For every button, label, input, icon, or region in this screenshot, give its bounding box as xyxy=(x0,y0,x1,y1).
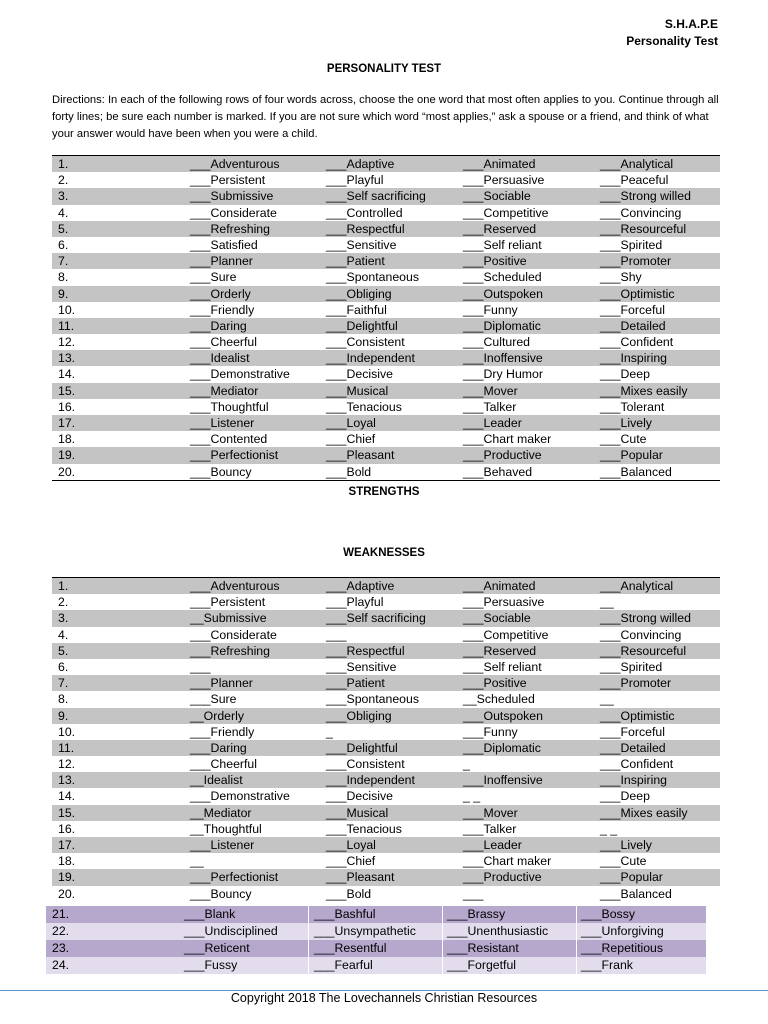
word-option[interactable]: ___Consistent xyxy=(326,757,405,772)
row-number: 24. xyxy=(52,958,70,972)
table-row xyxy=(52,334,720,350)
column-divider xyxy=(308,940,309,957)
row-number: 11. xyxy=(58,740,75,755)
word-option[interactable]: ___Planner xyxy=(190,254,253,269)
word-option[interactable]: ___Sure xyxy=(190,270,237,285)
word-option[interactable]: ___Sociable xyxy=(463,189,531,204)
word-option[interactable]: ___Spirited xyxy=(600,237,663,252)
table-row xyxy=(52,350,720,366)
word-option[interactable]: ___Playful xyxy=(326,595,384,610)
table-row xyxy=(52,643,720,659)
row-number: 17. xyxy=(58,416,76,430)
word-option[interactable]: ___Friendly xyxy=(190,302,255,317)
word-option[interactable]: ___Detailed xyxy=(600,740,666,755)
table-row xyxy=(52,724,720,740)
word-option[interactable]: ___Self sacrificing xyxy=(326,189,426,204)
table-row xyxy=(52,659,720,675)
word-option[interactable]: __Idealist xyxy=(190,773,243,788)
word-option[interactable]: ___Forceful xyxy=(600,302,665,317)
header-line-2: Personality Test xyxy=(626,34,718,48)
word-option[interactable]: ___Tenacious xyxy=(326,821,402,836)
row-number: 14. xyxy=(58,367,76,382)
column-divider xyxy=(576,906,577,923)
word-option[interactable]: ___Resistant xyxy=(447,941,519,955)
table-row xyxy=(52,253,720,269)
word-option[interactable]: ___Mixes easily xyxy=(600,805,688,820)
word-option[interactable]: ___Perfectionist xyxy=(190,448,279,463)
word-option[interactable]: ___Inspiring xyxy=(600,773,667,788)
word-option[interactable]: ___Balanced xyxy=(600,886,672,901)
row-number: 9. xyxy=(58,286,69,301)
word-option[interactable]: ___Blank xyxy=(184,907,236,921)
word-option[interactable]: ___Shy xyxy=(600,270,642,285)
word-option[interactable]: ___Self reliant xyxy=(463,659,542,674)
row-number: 15. xyxy=(58,383,76,398)
word-option[interactable]: ___Diplomatic xyxy=(463,318,541,333)
row-number: 7. xyxy=(58,676,69,691)
word-option[interactable]: ___Obliging xyxy=(326,286,392,301)
word-option[interactable]: ___Respectful xyxy=(326,221,405,236)
table-row xyxy=(52,269,720,285)
word-option[interactable]: ___Considerate xyxy=(190,627,277,642)
table-row xyxy=(46,906,706,923)
row-number: 10. xyxy=(58,302,76,317)
word-option[interactable]: ___Planner xyxy=(190,676,253,691)
table-row xyxy=(52,578,720,594)
column-divider xyxy=(576,923,577,940)
word-option[interactable]: ___Dry Humor xyxy=(463,367,543,382)
row-number: 19. xyxy=(58,870,76,885)
word-option[interactable]: ___Decisive xyxy=(326,789,393,804)
word-option[interactable]: ___Fussy xyxy=(184,958,238,972)
row-number: 3. xyxy=(58,611,69,626)
row-number: 12. xyxy=(58,757,76,772)
word-option[interactable]: ___Playful xyxy=(326,173,384,188)
word-option[interactable]: ___Sociable xyxy=(463,611,531,626)
word-option[interactable]: ___Outspoken xyxy=(463,708,543,723)
word-option[interactable]: ___Submissive xyxy=(190,189,274,204)
row-number: 7. xyxy=(58,254,69,269)
word-option[interactable]: ___Friendly xyxy=(190,724,255,739)
word-option[interactable]: ___Chart maker xyxy=(463,854,552,869)
word-option[interactable]: ___Behaved xyxy=(463,464,533,479)
word-option[interactable]: __ xyxy=(190,854,204,869)
word-option[interactable]: ___ xyxy=(463,886,484,901)
word-option[interactable]: ___Self reliant xyxy=(463,237,542,252)
row-number: 5. xyxy=(58,221,69,236)
word-option[interactable]: ___Bold xyxy=(326,886,372,901)
word-option[interactable]: ___Independent xyxy=(326,351,415,366)
word-option[interactable]: ___Undisciplined xyxy=(184,924,278,938)
word-option[interactable]: ___Popular xyxy=(600,870,663,885)
word-option[interactable]: ___Convincing xyxy=(600,627,682,642)
word-option[interactable]: ___Persuasive xyxy=(463,173,545,188)
word-option[interactable]: ___Inspiring xyxy=(600,351,667,366)
table-row xyxy=(52,156,720,172)
word-option[interactable]: __ xyxy=(600,692,614,707)
word-option[interactable]: ___Promoter xyxy=(600,254,672,269)
row-number: 11. xyxy=(58,318,75,333)
table-row xyxy=(52,740,720,756)
table-row xyxy=(52,172,720,188)
word-option[interactable]: ___Mixes easily xyxy=(600,383,688,398)
row-number: 14. xyxy=(58,789,76,804)
word-option[interactable]: ___Diplomatic xyxy=(463,740,541,755)
table-row xyxy=(52,708,720,724)
column-divider xyxy=(442,940,443,957)
word-option[interactable]: ___Forceful xyxy=(600,724,665,739)
column-divider xyxy=(576,957,577,974)
word-option[interactable]: ___Chart maker xyxy=(463,432,552,447)
column-divider xyxy=(308,906,309,923)
row-number: 3. xyxy=(58,189,69,204)
row-number: 1. xyxy=(58,579,69,593)
word-option[interactable]: ___Consistent xyxy=(326,335,405,350)
row-number: 16. xyxy=(58,821,76,836)
word-option[interactable]: ___Cheerful xyxy=(190,335,257,350)
word-option[interactable]: ___ xyxy=(326,627,347,642)
word-option[interactable]: ___Deep xyxy=(600,367,650,382)
table-row xyxy=(52,627,720,643)
table-row xyxy=(52,431,720,447)
word-option[interactable]: ___Adaptive xyxy=(326,157,395,171)
word-option[interactable]: ___Funny xyxy=(463,302,518,317)
word-option[interactable]: ___Funny xyxy=(463,724,518,739)
word-option[interactable]: ___Daring xyxy=(190,318,247,333)
table-row xyxy=(52,366,720,382)
word-option[interactable]: _ _ xyxy=(600,821,618,836)
document-header xyxy=(626,16,718,50)
word-option[interactable]: ___Contented xyxy=(190,432,268,447)
word-option[interactable]: ___Musical xyxy=(326,805,389,820)
word-option[interactable]: ___Sensitive xyxy=(326,659,397,674)
table-row xyxy=(52,691,720,707)
word-option[interactable]: __ xyxy=(600,595,614,610)
row-number: 16. xyxy=(58,399,76,414)
word-option[interactable]: ___Analytical xyxy=(600,579,674,593)
word-option[interactable]: ___Animated xyxy=(463,579,536,593)
word-option[interactable]: __Orderly xyxy=(190,708,244,723)
word-option[interactable]: ___Resourceful xyxy=(600,643,687,658)
word-option[interactable]: ___Lively xyxy=(600,838,652,852)
weaknesses-label: WEAKNESSES xyxy=(343,547,425,559)
word-option[interactable]: ___Delightful xyxy=(326,318,398,333)
table-row xyxy=(52,399,720,415)
word-option[interactable]: ___Refreshing xyxy=(190,221,270,236)
word-option[interactable]: ___Productive xyxy=(463,448,542,463)
word-option[interactable]: _ xyxy=(463,757,470,772)
row-number: 20. xyxy=(58,886,76,901)
word-option[interactable]: ___Self sacrificing xyxy=(326,611,426,626)
table-row xyxy=(52,805,720,821)
word-option[interactable]: ___Leader xyxy=(463,416,522,430)
word-option[interactable]: ___Repetitious xyxy=(581,941,664,955)
row-number: 8. xyxy=(58,270,69,285)
word-option[interactable]: ___Adventurous xyxy=(190,157,280,171)
table-row xyxy=(52,772,720,788)
row-number: 21. xyxy=(52,907,70,921)
word-option[interactable]: _ xyxy=(326,724,333,739)
table-row xyxy=(52,821,720,837)
strengths-table xyxy=(52,155,720,481)
word-option[interactable]: ___Analytical xyxy=(600,157,674,171)
word-option[interactable]: ___Inoffensive xyxy=(463,351,543,366)
table-row xyxy=(52,286,720,302)
word-option[interactable]: ___Strong willed xyxy=(600,189,691,204)
word-option[interactable]: ___Satisfied xyxy=(190,237,258,252)
word-option[interactable]: ___Obliging xyxy=(326,708,392,723)
word-option[interactable]: ___Pleasant xyxy=(326,448,395,463)
word-option[interactable]: ___Tenacious xyxy=(326,399,402,414)
column-divider xyxy=(442,923,443,940)
word-option[interactable]: ___Frank xyxy=(581,958,633,972)
word-option[interactable]: ___Forgetful xyxy=(447,958,517,972)
word-option[interactable]: ___Lively xyxy=(600,416,652,430)
table-row xyxy=(52,318,720,334)
word-option[interactable]: ___Spirited xyxy=(600,659,663,674)
word-option[interactable]: ___Sure xyxy=(190,692,237,707)
word-option[interactable]: ___Cute xyxy=(600,432,647,447)
table-row xyxy=(52,205,720,221)
table-row xyxy=(46,923,706,940)
word-option[interactable]: ___Orderly xyxy=(190,286,251,301)
word-option[interactable]: _ _ xyxy=(463,789,481,804)
word-option[interactable]: ___Persistent xyxy=(190,595,266,610)
word-option[interactable]: ___Mediator xyxy=(190,383,259,398)
row-number: 1. xyxy=(58,157,69,171)
table-row xyxy=(52,610,720,626)
word-option[interactable]: ___Inoffensive xyxy=(463,773,543,788)
row-number: 12. xyxy=(58,335,76,350)
row-number: 10. xyxy=(58,724,76,739)
table-row xyxy=(52,464,720,480)
row-number: 17. xyxy=(58,838,76,852)
word-option[interactable]: ___Animated xyxy=(463,157,536,171)
word-option[interactable]: ___Spontaneous xyxy=(326,270,419,285)
word-option[interactable]: ___Refreshing xyxy=(190,643,270,658)
word-option[interactable]: ___Patient xyxy=(326,254,385,269)
table-row xyxy=(52,869,720,885)
row-number: 19. xyxy=(58,448,76,463)
word-option[interactable]: ___Confident xyxy=(600,757,674,772)
word-option[interactable]: ___Musical xyxy=(326,383,389,398)
column-divider xyxy=(576,940,577,957)
word-option[interactable]: ___Reserved xyxy=(463,221,537,236)
word-option[interactable]: ___Optimistic xyxy=(600,708,675,723)
word-option[interactable]: ___Reticent xyxy=(184,941,250,955)
row-number: 8. xyxy=(58,692,69,707)
word-option[interactable]: ___Detailed xyxy=(600,318,666,333)
column-divider xyxy=(442,957,443,974)
copyright-footer: Copyright 2018 The Lovechannels Christian Resources xyxy=(230,991,538,1005)
word-option[interactable]: ___Unenthusiastic xyxy=(447,924,549,938)
word-option[interactable]: ___Adaptive xyxy=(326,579,395,593)
word-option[interactable]: ___Bouncy xyxy=(190,464,252,479)
word-option[interactable]: ___Talker xyxy=(463,399,517,414)
table-row xyxy=(52,383,720,399)
word-option[interactable]: __Submissive xyxy=(190,611,267,626)
table-row xyxy=(46,957,706,974)
row-number: 13. xyxy=(58,351,76,366)
word-option[interactable]: ___Deep xyxy=(600,789,650,804)
word-option[interactable]: ___Strong willed xyxy=(600,611,691,626)
word-option[interactable]: ___Resentful xyxy=(314,941,387,955)
table-row xyxy=(52,415,720,431)
word-option[interactable]: ___Leader xyxy=(463,838,522,852)
row-number: 2. xyxy=(58,173,69,188)
word-option[interactable]: ___Tolerant xyxy=(600,399,665,414)
word-option[interactable]: ___Scheduled xyxy=(463,270,542,285)
word-option[interactable]: ___Idealist xyxy=(190,351,250,366)
word-option[interactable]: ___Promoter xyxy=(600,676,672,691)
table-row xyxy=(52,788,720,804)
table-row xyxy=(52,221,720,237)
column-divider xyxy=(308,957,309,974)
word-option[interactable]: ___Outspoken xyxy=(463,286,543,301)
word-option[interactable]: ___Convincing xyxy=(600,205,682,220)
row-number: 4. xyxy=(58,627,69,642)
word-option[interactable]: ___Bouncy xyxy=(190,886,252,901)
row-number: 23. xyxy=(52,941,70,955)
word-option[interactable]: ___Positive xyxy=(463,676,527,691)
word-option[interactable]: ___Patient xyxy=(326,676,385,691)
word-option[interactable]: ___Respectful xyxy=(326,643,405,658)
word-option[interactable]: ___Fearful xyxy=(314,958,373,972)
row-number: 18. xyxy=(58,432,76,447)
word-option[interactable]: ___Cheerful xyxy=(190,757,257,772)
word-option[interactable]: ___Loyal xyxy=(326,416,376,430)
word-option[interactable]: ___Demonstrative xyxy=(190,367,290,382)
row-number: 2. xyxy=(58,595,69,610)
word-option[interactable]: ___ xyxy=(190,659,211,674)
word-option[interactable]: ___Independent xyxy=(326,773,415,788)
word-option[interactable]: ___Optimistic xyxy=(600,286,675,301)
word-option[interactable]: ___Balanced xyxy=(600,464,672,479)
word-option[interactable]: ___Cute xyxy=(600,854,647,869)
word-option[interactable]: __Mediator xyxy=(190,805,252,820)
table-row xyxy=(52,594,720,610)
word-option[interactable]: ___Resourceful xyxy=(600,221,687,236)
word-option[interactable]: ___Perfectionist xyxy=(190,870,279,885)
word-option[interactable]: ___Mover xyxy=(463,383,518,398)
word-option[interactable]: ___Persuasive xyxy=(463,595,545,610)
word-option[interactable]: ___Listener xyxy=(190,416,255,430)
row-number: 4. xyxy=(58,205,69,220)
word-option[interactable]: ___Adventurous xyxy=(190,579,280,593)
row-number: 22. xyxy=(52,924,70,938)
word-option[interactable]: ___Mover xyxy=(463,805,518,820)
table-row xyxy=(52,756,720,772)
row-number: 5. xyxy=(58,643,69,658)
word-option[interactable]: ___Peaceful xyxy=(600,173,669,188)
strengths-label: STRENGTHS xyxy=(348,486,420,498)
table-row xyxy=(52,886,720,902)
word-option[interactable]: ___Listener xyxy=(190,838,255,852)
word-option[interactable]: ___Delightful xyxy=(326,740,398,755)
weaknesses-table xyxy=(52,577,720,902)
row-number: 18. xyxy=(58,854,76,869)
word-option[interactable]: ___Unsympathetic xyxy=(314,924,416,938)
word-option[interactable]: ___Brassy xyxy=(447,907,506,921)
word-option[interactable]: ___Cultured xyxy=(463,335,530,350)
weaknesses-extra-rows xyxy=(46,906,706,974)
word-option[interactable]: ___Daring xyxy=(190,740,247,755)
word-option[interactable]: ___Controlled xyxy=(326,205,403,220)
word-option[interactable]: ___Bashful xyxy=(314,907,376,921)
word-option[interactable]: ___Popular xyxy=(600,448,663,463)
word-option[interactable]: __Thoughtful xyxy=(190,821,262,836)
table-row xyxy=(52,237,720,253)
word-option[interactable]: ___Competitive xyxy=(463,205,549,220)
column-divider xyxy=(442,906,443,923)
table-row xyxy=(52,837,720,853)
table-row xyxy=(52,447,720,463)
table-row xyxy=(52,675,720,691)
word-option[interactable]: ___Considerate xyxy=(190,205,277,220)
word-option[interactable]: ___Productive xyxy=(463,870,542,885)
word-option[interactable]: __Scheduled xyxy=(463,692,535,707)
word-option[interactable]: ___Chief xyxy=(326,432,376,447)
table-row xyxy=(52,302,720,318)
word-option[interactable]: ___Talker xyxy=(463,821,517,836)
table-row xyxy=(52,188,720,204)
table-row xyxy=(46,940,706,957)
word-option[interactable]: ___Pleasant xyxy=(326,870,395,885)
word-option[interactable]: ___Sensitive xyxy=(326,237,397,252)
page-title: PERSONALITY TEST xyxy=(326,63,442,75)
directions-text: Directions: In each of the following rows of four words across, choose the one word that most often applies to you. Continue through all forty lines; be sure each number is marked. If you are not sure which word “most applies,” ask a spouse or a friend, and think of what your answer would have been when you were a child. xyxy=(52,94,719,140)
word-option[interactable]: ___Positive xyxy=(463,254,527,269)
word-option[interactable]: ___Reserved xyxy=(463,643,537,658)
word-option[interactable]: ___Persistent xyxy=(190,173,266,188)
word-option[interactable]: ___Decisive xyxy=(326,367,393,382)
row-number: 15. xyxy=(58,805,76,820)
header-line-1: S.H.A.P.E xyxy=(664,17,718,31)
column-divider xyxy=(308,923,309,940)
table-row xyxy=(52,853,720,869)
word-option[interactable]: ___Spontaneous xyxy=(326,692,419,707)
word-option[interactable]: ___Confident xyxy=(600,335,674,350)
word-option[interactable]: ___Competitive xyxy=(463,627,549,642)
word-option[interactable]: ___Faithful xyxy=(326,302,387,317)
word-option[interactable]: ___Thoughtful xyxy=(190,399,269,414)
row-number: 13. xyxy=(58,773,76,788)
row-number: 9. xyxy=(58,708,69,723)
row-number: 6. xyxy=(58,659,69,674)
word-option[interactable]: ___Demonstrative xyxy=(190,789,290,804)
word-option[interactable]: ___Bossy xyxy=(581,907,636,921)
word-option[interactable]: ___Loyal xyxy=(326,838,376,852)
word-option[interactable]: ___Bold xyxy=(326,464,372,479)
word-option[interactable]: ___Unforgiving xyxy=(581,924,664,938)
row-number: 6. xyxy=(58,237,69,252)
word-option[interactable]: ___Chief xyxy=(326,854,376,869)
row-number: 20. xyxy=(58,464,76,479)
